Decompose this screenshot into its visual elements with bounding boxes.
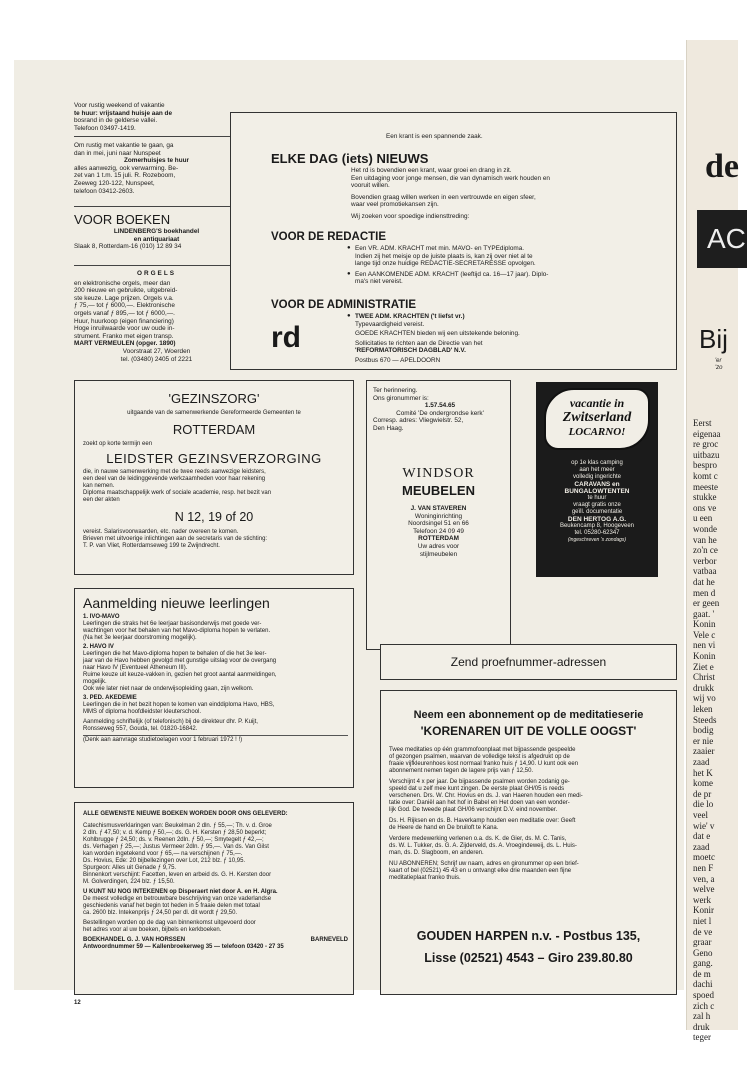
ad-line: kan nemen.: [83, 483, 115, 489]
sub-line: 'er: [715, 358, 722, 364]
harpen-line: of gezongen psalmen, waarvan de volledige tekst is afgedrukt op de: [389, 754, 570, 760]
school-deadline: (Denk aan aanvrage studietoelagen voor 1 februari 1972 ! !): [83, 735, 348, 744]
ad-line: telefoon 03412-2603.: [74, 187, 135, 195]
intro-line: vooruit willen.: [351, 182, 390, 190]
column-line: Christ: [693, 672, 716, 683]
ad-line: zet van 1 t.m. 15 juli. R. Rozeboom,: [74, 172, 176, 180]
ad-line: vereist. Salarisvoorwaarden, etc. nader overeen te komen.: [83, 529, 239, 535]
column-line: graar: [693, 937, 712, 948]
books-line: Bestellingen worden op de dag van binnenkomst uitgevoerd door: [83, 920, 256, 926]
vacation-line: volledig ingerichte: [572, 474, 622, 480]
headline: 'KORENAREN UIT DE VOLLE OOGST': [420, 724, 637, 738]
harpen-line: verschenen. Drs. W. Chr. Hovius en ds. J. van Haeren houden een medi-: [389, 793, 583, 799]
vacancy-line: ● Een VR. ADM. KRACHT met min. MAVO- en TYPEdiploma.: [355, 245, 525, 252]
ad-line: te huur: vrijstaand huisje aan de: [74, 109, 173, 117]
organs-ad: [74, 270, 239, 363]
column-line: Eerst: [693, 418, 712, 428]
harpen-line: NU ABONNEREN; Schrijf uw naam, adres en gironummer op een brief-: [389, 861, 579, 867]
vacancy-line: Postbus 670 — APELDOORN: [355, 356, 441, 364]
books-line: ds. Verhagen ƒ 25,—; Justus Vermeer 2dln. ƒ 95,—. Van ds. Van Gilst: [83, 844, 269, 850]
intro-line: Het rd is bovendien een krant, waar groei en drang in zit.: [351, 167, 512, 174]
ad-line: orgels vanaf ƒ 895,— tot ƒ 6000,—.: [74, 309, 175, 317]
script-line: Zwitserland: [562, 410, 632, 425]
ad-line: die, in nauwe samenwerking met de twee reeds aanwezige leidsters,: [83, 469, 266, 475]
column-line: gang.: [693, 958, 713, 969]
column-line: druk: [693, 1021, 710, 1032]
ad-line: bosrand in de gelderse vallei.: [74, 117, 158, 125]
column-line: nen vi: [693, 640, 716, 651]
column-line: vatbaa: [693, 566, 717, 577]
vacancy-line: ● TWEE ADM. KRACHTEN ('t liefst vr.): [355, 313, 660, 321]
column-line: uitbazu: [693, 449, 720, 460]
section-heading: VOOR DE REDACTIE: [271, 231, 387, 243]
column-line: u een: [693, 513, 713, 524]
column-line: Geno: [693, 947, 713, 958]
school-body: [83, 614, 348, 744]
ad-line: Slaak 8, Rotterdam-16 (010) 12 89 34: [74, 243, 182, 251]
ad-city: ROTTERDAM: [172, 422, 256, 437]
vacancy-item: [355, 271, 660, 286]
ad-line: T. P. van Vliet, Rotterdamseweg 199 te Zwijndrecht.: [83, 543, 220, 549]
school-line: mogelijk.: [83, 679, 107, 685]
sub-line: 'zo: [715, 365, 723, 371]
school-heading: 3. PED. AKEDEMIE: [83, 695, 137, 701]
ad-line: 200 nieuwe en gebruikte, uitgebreid-: [74, 287, 178, 295]
shop-row: [83, 937, 348, 944]
vacation-line: te huur: [587, 495, 607, 501]
intro-line: Wij zoeken voor spoedige indiensttreding:: [351, 212, 470, 220]
gezinszorg-ad: [74, 380, 354, 575]
ad-line: een deel van de leidinggevende werkzaamheden voor haar rekening: [83, 476, 266, 482]
giro-reminder: [373, 387, 507, 433]
giro-number: 1.57.54.65: [424, 402, 456, 410]
intro-line: Een uitdaging voor jonge mensen, die van dynamisch werk houden en: [351, 174, 550, 182]
harpen-line: man, ds. D. Slagboom, en anderen.: [389, 850, 484, 856]
column-line: de pr: [693, 788, 712, 799]
ad-line: en elektronische orgels, meer dan: [74, 279, 171, 287]
school-line: Ook wie later niet naar de onderwijsopleiding gaan, zijn welkom.: [83, 686, 254, 692]
dark-banner: [697, 210, 747, 268]
books-line: Ds. Hovius, Ede: 20 bijbellezingen over Lot, 212 blz. ƒ 10,95.: [83, 858, 246, 864]
harpen-line: fraaie vijfkleurenhoes kost normaal franko huis ƒ 14,90. U kunt ook een: [389, 761, 579, 767]
column-line: zich c: [693, 1000, 715, 1011]
gouden-harpen-ad: [380, 690, 677, 995]
books-line: Catechismusverklaringen van: Beukelman 2 dln. ƒ 55,—; Th. v. d. Groe: [83, 823, 272, 829]
column-line: Steeds: [693, 714, 717, 725]
harpen-line: speeld dat u zelf mee kunt zingen. De eerste plaat GH/05 is reeds: [389, 786, 565, 792]
proefnummer-box: [380, 644, 677, 680]
column-line: zal h: [693, 1011, 711, 1022]
ad-role: LEIDSTER GEZINSVERZORGING: [106, 451, 322, 466]
vacation-line: (ingeschreven 's zondags): [567, 537, 627, 543]
column-line: moetc: [693, 852, 715, 863]
vacation-house-ad: [74, 102, 239, 132]
column-line: die lo: [693, 799, 714, 810]
harpen-line: kaart of bel (02521) 45 43 en u ontvangt elke drie maanden een fijne: [389, 868, 572, 874]
vacancy-line: GOEDE KRACHTEN bieden wij een uitstekende beloning.: [355, 330, 520, 338]
ad-title: 'GEZINSZORG': [168, 391, 260, 406]
reminder-line: Den Haag.: [373, 424, 404, 432]
adjacent-page: [686, 40, 746, 1043]
reminder-line: Comité 'De ondergrondse kerk': [396, 409, 484, 417]
school-line: wachtingen voor het behalen van het Mavo-diploma hopen te verlaten.: [83, 628, 271, 634]
books-line: kan worden ingetekend voor ƒ 65,— na verschijnen ƒ 75,—.: [83, 851, 243, 857]
tagline: Een krant is een spannende zaak.: [386, 133, 483, 140]
ad-line: zoekt op korte termijn een: [83, 441, 153, 447]
column-line: spoed: [693, 990, 714, 1001]
vacancy-line: 'REFORMATORISCH DAGBLAD' N.V.: [355, 347, 466, 355]
intro-line: waar veel promotiekansen zijn.: [351, 201, 439, 209]
column-line: wonde: [693, 523, 717, 534]
column-line: het K: [693, 767, 713, 778]
column-line: bespro: [693, 460, 717, 471]
script-line: LOCARNO!: [568, 426, 626, 438]
ad-line: alles aanwezig, ook verwarming. Be-: [74, 164, 179, 172]
ad-title: ALLE GEWENSTE NIEUWE BOEKEN WORDEN DOOR ONS GELEVERD:: [83, 811, 288, 817]
intro: [351, 167, 661, 221]
column-line: van he: [693, 534, 717, 545]
school-line: naar Havo IV (Eventueel Atheneum III).: [83, 665, 188, 671]
column-line: dat e: [693, 831, 711, 842]
article-heading: Bij: [699, 324, 728, 354]
column-line: Konin: [693, 651, 716, 662]
ad-line: dan in mei, juni naar Nunspeet: [74, 149, 161, 157]
big-heading: de: [705, 148, 739, 185]
books-line: 2 dln. ƒ 47,50; v. d. Kemp ƒ 50,—; ds. G. H. Kersten ƒ 28,50 beperkt;: [83, 830, 267, 836]
school-admission-ad: [74, 588, 354, 788]
ad-line: Diploma maatschappelijk werk of sociale academie, resp. het bezit van: [83, 490, 272, 496]
column-line: ons ve: [693, 502, 717, 513]
divider: [74, 206, 239, 207]
ad-title: Aanmelding nieuwe leerlingen: [83, 595, 270, 611]
column-line: meeste: [693, 481, 718, 492]
harpen-line: ds. W. L. Tukker, ds. G. A. Zijderveld, ds. A. Vroegindeweij, ds. L. Huis-: [389, 843, 577, 849]
vacancy-line: Typevaardigheid vereist.: [355, 320, 425, 328]
column-line: dat he: [693, 576, 715, 587]
ad-line: tel. (03480) 2405 of 2221: [120, 355, 193, 363]
books-line: U KUNT NU NOG INTEKENEN op Disperaert niet door A. en H. Algra.: [83, 889, 278, 895]
column-line: Ziet e: [693, 661, 714, 672]
column-line: Konir: [693, 905, 714, 916]
column-line: bodig: [693, 725, 714, 736]
vacancy-item: [355, 245, 660, 268]
harpen-line: meditatieplaat franko thuis.: [389, 875, 461, 881]
school-line: (Na het 3e leerjaar doorstroming mogelijk).: [83, 635, 197, 641]
shop-name: BOEKHANDEL G. J. VAN HORSSEN: [83, 937, 186, 943]
reminder-line: Ons gironummer is:: [373, 394, 429, 402]
salary-scale: N 12, 19 of 20: [174, 510, 254, 524]
reminder-windsor-box: [366, 380, 511, 650]
books-line: geschiedenis vanaf het begin tot heden in 5 fraaie delen met totaal: [83, 903, 260, 909]
ad-line: LINDENBERG'S boekhandel: [113, 228, 200, 235]
books-line: Spurgeon: Alles uit Genade ƒ 9,75.: [83, 865, 177, 871]
column-line: wij vo: [693, 693, 716, 704]
harpen-line: tatie over: Daniël aan het hof in Babel en Het doen van een wonder-: [389, 800, 570, 806]
ad-title: ORGELS: [137, 270, 176, 277]
school-heading: 1. IVO-MAVO: [83, 614, 120, 620]
ad-line: Hoge inruilwaarde voor uw oude in-: [74, 325, 175, 333]
harpen-sign: GOUDEN HARPEN n.v. - Postbus 135,: [416, 929, 641, 943]
ad-title: VOOR BOEKEN: [74, 212, 171, 227]
vacancy-line: lange tijd onze huidige REDACTIE-SECRETARESSE opvolgen.: [355, 260, 536, 268]
books-line: het adres voor al uw boeken, bijbels en kerkboeken.: [83, 927, 222, 933]
column-line: dachi: [693, 979, 713, 990]
books-line: ca. 2600 blz. Intekenprijs ƒ 24,50 per dl. dit wordt ƒ 29,50.: [83, 910, 238, 916]
ad-title: Zomerhuisjes te huur: [124, 157, 189, 165]
school-line: Aanmelding schriftelijk (of telefonisch) bij de direkteur dhr. P. Kuijt,: [83, 719, 258, 725]
vacation-line: CARAVANS en: [574, 481, 620, 488]
summer-house-ad: [74, 142, 239, 195]
column-line: niet l: [693, 915, 712, 926]
school-line: Leerlingen die in het bezit hopen te komen van einddiploma Havo, HBS,: [83, 702, 275, 708]
ad-line: Brieven met uitvoerige inlichtingen aan de secretaris van de stichting:: [83, 536, 268, 542]
column-line: kome: [693, 778, 713, 789]
column-line: re groc: [693, 439, 719, 450]
ad-line: MART VERMEULEN (opger. 1890): [74, 340, 176, 348]
vacancy-line: Sollicitaties te richten aan de Directie van het: [355, 339, 483, 347]
ad-line: Zeeweg 120-122, Nunspeet,: [74, 179, 155, 187]
column-line: zaad: [693, 757, 710, 767]
vacancy-line: ma's niet vereist.: [355, 278, 403, 286]
harpen-sign: Lisse (02521) 4543 – Giro 239.80.80: [424, 951, 633, 965]
ad-footer: [83, 529, 348, 550]
school-line: jaar van de Havo hebben gevolgd met gunstige uitslag voor de overgang: [83, 658, 277, 664]
column-line: ven, a: [693, 873, 715, 884]
books-line: De meest volledige en betrouwbare beschrijving van onze vaderlandse: [83, 896, 272, 902]
windsor-line: J. VAN STAVEREN: [410, 505, 467, 512]
column-line: Vele c: [693, 629, 716, 640]
harpen-line: Verschijnt 4 x per jaar. De bijpassende psalmen worden zodanig ge-: [389, 779, 570, 785]
ad-sub: uitgaande van de samenwerkende Gereformeerde Gemeenten te: [127, 410, 301, 416]
school-heading: 2. HAVO IV: [83, 644, 114, 650]
harpen-line: Ds. H. Rijksen en ds. B. Haverkamp houden een meditatie over: Geeft: [389, 818, 576, 824]
harpen-line: abonnement nemen tegen de lagere prijs van ƒ 12,50.: [389, 768, 534, 774]
script-banner: [544, 388, 650, 450]
books-line: Binnenkort verschijnt: Facetten, leven en arbeid ds. G. H. Kersten door: [83, 872, 272, 878]
bookshop-ad: [74, 212, 239, 251]
ad-line: en antiquariaat: [133, 235, 180, 243]
vacation-line: DEN HERTOG A.G.: [567, 516, 627, 523]
proef-label: Zend proefnummer-adressen: [450, 655, 607, 669]
school-line: MMS of diploma hoofdleidster kleuterschool.: [83, 709, 202, 715]
column-line: zo'n ce: [693, 545, 718, 556]
vacation-line: BUNGALOWTENTEN: [564, 488, 630, 495]
column-line: wie' v: [693, 820, 715, 831]
windsor-brand: WINDSOR: [402, 466, 475, 481]
vacation-line: geïll. documentatie: [571, 509, 623, 515]
harpen-line: de Heere de hand en De bruiloft te Kana.: [389, 825, 499, 831]
reminder-line: Corresp. adres: Vliegwielstr. 52,: [373, 417, 464, 425]
ad-line: Voorstraat 27, Woerden: [122, 347, 191, 355]
banner-text: AC: [707, 223, 746, 254]
article-sub: [715, 358, 722, 372]
windsor-line: Uw adres voor: [417, 542, 460, 550]
ad-line: ƒ 75,— tot ƒ 6000,—. Elektronische: [74, 302, 175, 310]
vacation-details: [536, 460, 658, 544]
divider: [74, 265, 239, 266]
magazine-page: [14, 60, 684, 1006]
books-body: [83, 823, 348, 951]
section-heading: VOOR DE ADMINISTRATIE: [271, 299, 417, 311]
column-line: de m: [693, 968, 711, 979]
harpen-line: Verdere medewerking verlenen o.a. ds. K. de Gier, ds. M. C. Tanis,: [389, 836, 567, 842]
headline: Neem een abonnement op de meditatieserie: [413, 709, 644, 721]
vacation-line: Beukencamp 8, Hoogeveen: [559, 523, 635, 529]
admin-vacancies: [355, 313, 660, 365]
intro-line: Bovendien graag willen werken in een vertrouwde en eigen sfeer,: [351, 193, 536, 201]
vacation-line: vraagt gratis onze: [573, 502, 621, 508]
windsor-line: Telefoon 24 09 49: [413, 527, 464, 535]
school-line: Ruime keuze uit keuze-vakken in, gezien het groot aantal aanmeldingen,: [83, 672, 277, 678]
windsor-line: Woninginrichting: [414, 512, 463, 520]
divider: [74, 136, 239, 137]
vacancy-line: ● Een AANKOMENDE ADM. KRACHT (leeftijd ca. 16—17 jaar). Diplo-: [355, 270, 549, 278]
column-line: gaat. ': [693, 608, 715, 619]
harpen-body: [389, 747, 671, 882]
column-line: er geen: [693, 598, 720, 609]
column-line: stukke: [693, 492, 717, 503]
books-line: Kohlbrugge ƒ 24,50; ds. v. Reenen 2dln. ƒ 50,—; Smytegelt ƒ 42,—;: [83, 837, 264, 843]
vacation-line: aan het meer: [579, 467, 615, 473]
windsor-line: ROTTERDAM: [418, 535, 459, 543]
article-column: [693, 418, 720, 1043]
column-line: Konin: [693, 619, 716, 630]
ad-line: een der akten: [83, 497, 120, 503]
ad-line: Om rustig met vakantie te gaan, ga: [74, 142, 174, 149]
column-line: komt c: [693, 470, 718, 481]
column-line: de ve: [693, 926, 713, 937]
column-line: eigenaa: [693, 428, 721, 439]
column-line: leken: [693, 704, 713, 715]
column-line: verbor: [693, 555, 717, 566]
harpen-line: lijk God. De tweede plaat GH/06 verschijnt D.V. eind november.: [389, 807, 558, 813]
vacancy-line: Indien zij het meisje op de juiste plaats is, kan zij over niet al te: [355, 252, 533, 260]
ad-body: [83, 469, 348, 504]
books-line: M. Golverdingen, 224 blz. ƒ 15,50.: [83, 879, 175, 885]
column-line: welve: [693, 884, 715, 895]
rd-recruitment-ad: [230, 112, 677, 370]
column-line: zaaier: [693, 746, 715, 757]
shop-address: Antwoordnummer 59 — Kallenbroekerweg 35 — telefoon 03420 - 27 35: [83, 944, 284, 950]
ad-line: ste keuze. Lage prijzen. Orgels v.a.: [74, 294, 174, 302]
shop-place: BARNEVELD: [310, 937, 348, 943]
school-line: Ronsseweg 557, Gouda, tel. 01820-16842.: [83, 726, 198, 732]
column-line: drukk: [693, 682, 714, 693]
column-line: zaad: [693, 841, 710, 852]
windsor-details: [367, 505, 510, 558]
school-line: Leerlingen die het Mavo-diploma hopen te behalen of die het 3e leer-: [83, 651, 267, 657]
reminder-line: Ter herinnering.: [373, 387, 418, 394]
script-line: vacantie in: [569, 396, 625, 410]
harpen-line: Twee meditaties op één grammofoonplaat met bijpassende gespeelde: [389, 747, 576, 753]
ad-line: strument. Franko met eigen transp.: [74, 332, 174, 340]
column-line: teger: [693, 1032, 711, 1043]
ad-line: Telefoon 03497-1419.: [74, 124, 136, 132]
vacation-line: tel. 05280-62347: [574, 530, 620, 536]
windsor-line: Noordsingel 51 en 66: [408, 520, 469, 528]
column-line: veel: [693, 809, 708, 820]
vacation-line: op 1e klas camping: [571, 460, 623, 466]
page-number: 12: [74, 1000, 81, 1006]
column-line: werk: [693, 894, 711, 905]
column-line: er nie: [693, 735, 714, 746]
editorial-vacancies: [355, 245, 660, 286]
headline: ELKE DAG (iets) NIEUWS: [271, 151, 429, 166]
column-line: nen F: [693, 862, 714, 873]
column-line: men d: [693, 587, 716, 598]
windsor-sub: MEUBELEN: [402, 483, 475, 498]
ad-line: Voor rustig weekend of vakantie: [74, 102, 165, 109]
switzerland-vacation-ad: [536, 382, 658, 577]
school-line: Leerlingen die straks het 6e leerjaar basisonderwijs met goede ver-: [83, 621, 262, 627]
ad-line: Huur, huurkoop (eigen financiering): [74, 317, 174, 325]
windsor-line: stijlmeubelen: [419, 550, 458, 558]
rd-logo: rd: [271, 321, 301, 354]
horssen-books-ad: [74, 802, 354, 995]
